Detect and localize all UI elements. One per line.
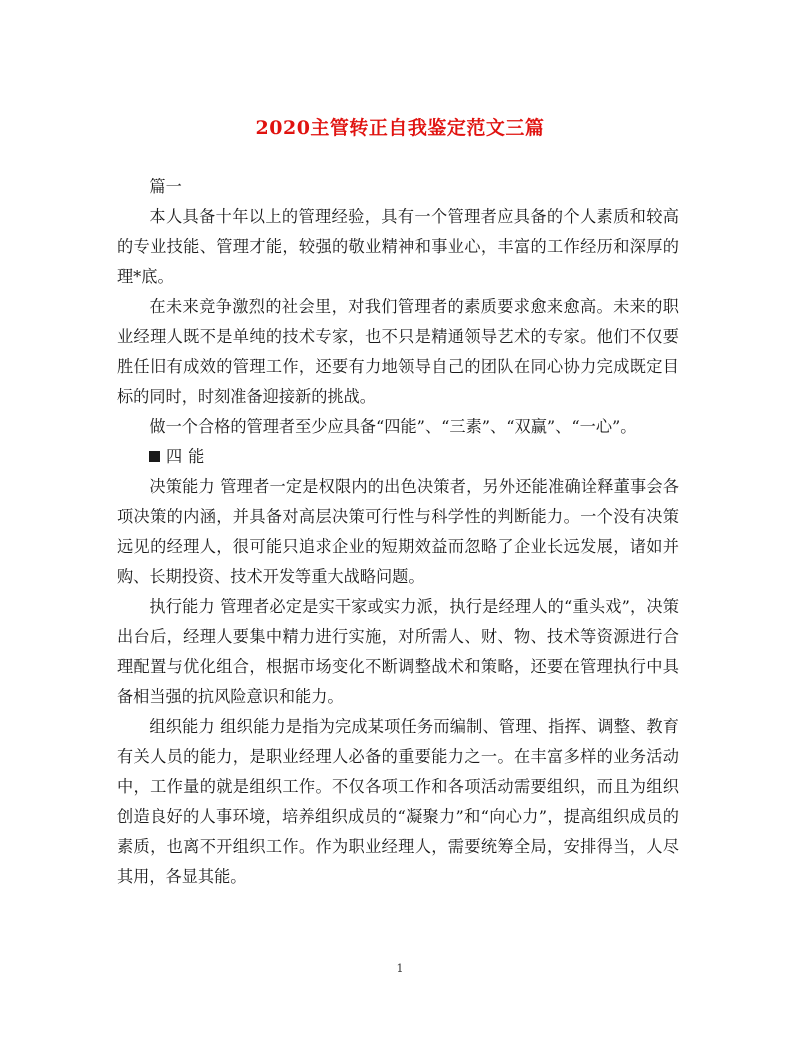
square-bullet-icon	[149, 451, 160, 462]
paragraph-intro-3: 做一个合格的管理者至少应具备“四能”、“三素”、“双赢”、“一心”。	[149, 417, 637, 436]
section-label: 篇一	[149, 177, 182, 196]
paragraph-decision: 决策能力 管理者一定是权限内的出色决策者，另外还能准确诠释董事会各项决策的内涵，并具备对高层决策可行性与科学性的判断能力。一个没有决策远见的经理人，很可能只追求企业的短期效益而忽略了企业长远发展，诸如并购、长期投资、技术开发等重大战略问题。	[117, 477, 679, 586]
document-body	[117, 172, 679, 892]
subheading	[117, 442, 679, 472]
page-number: 1	[396, 962, 404, 975]
paragraph-intro-2: 在未来竞争激烈的社会里，对我们管理者的素质要求愈来愈高。未来的职业经理人既不是单纯的技术专家，也不只是精通领导艺术的专家。他们不仅要胜任旧有成效的管理工作，还要有力地领导自己的团队在同心协力完成既定目标的同时，时刻准备迎接新的挑战。	[117, 297, 679, 406]
paragraph-intro-1: 本人具备十年以上的管理经验，具有一个管理者应具备的个人素质和较高的专业技能、管理才能，较强的敬业精神和事业心，丰富的工作经历和深厚的理*底。	[117, 207, 679, 286]
subheading-text: 四能	[166, 447, 211, 466]
paragraph-execution: 执行能力 管理者必定是实干家或实力派，执行是经理人的“重头戏”，决策出台后，经理人要集中精力进行实施，对所需人、财、物、技术等资源进行合理配置与优化组合，根据市场变化不断调整战术和策略，还要在管理执行中具备相当强的抗风险意识和能力。	[117, 597, 679, 706]
paragraph-organization: 组织能力 组织能力是指为完成某项任务而编制、管理、指挥、调整、教育有关人员的能力，是职业经理人必备的重要能力之一。在丰富多样的业务活动中，工作量的就是组织工作。不仅各项工作和各项活动需要组织，而且为组织创造良好的人事环境，培养组织成员的“凝聚力”和“向心力”，提高组织成员的素质，也离不开组织工作。作为职业经理人，需要统筹全局，安排得当，人尽其用，各显其能。	[117, 717, 679, 886]
document-title: 2020主管转正自我鉴定范文三篇	[255, 117, 545, 139]
